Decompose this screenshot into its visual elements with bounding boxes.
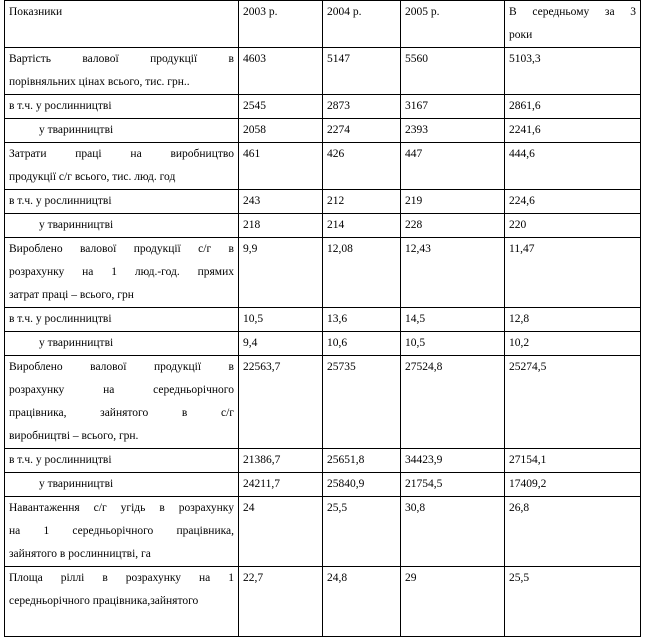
cell-average: 5103,3	[505, 48, 641, 95]
table-row	[5, 143, 641, 190]
cell-average: 25274,5	[505, 356, 641, 449]
cell-2005: 34423,9	[401, 449, 505, 473]
row-label-line: Вартість валової продукції в	[9, 53, 234, 65]
cell-2004: 25651,8	[323, 449, 401, 473]
cell-2005: 447	[401, 143, 505, 190]
table-row	[5, 473, 641, 497]
cell-average: 224,6	[505, 190, 641, 214]
row-label: у тваринництві	[5, 332, 239, 356]
cell-average: 11,47	[505, 238, 641, 308]
cell-2004: 214	[323, 214, 401, 238]
table-row	[5, 497, 641, 567]
row-label: в т.ч. у рослинництві	[5, 190, 239, 214]
cell-2005: 30,8	[401, 497, 505, 567]
row-label-line: Вироблено валової продукції с/г в	[9, 243, 234, 255]
table-row	[5, 238, 641, 308]
cell-2004: 10,6	[323, 332, 401, 356]
table-row	[5, 95, 641, 119]
cell-average: 10,2	[505, 332, 641, 356]
row-label: в т.ч. у рослинництві	[5, 95, 239, 119]
header-indicator: Показники	[5, 1, 239, 48]
cell-2005: 219	[401, 190, 505, 214]
cell-2005: 29	[401, 567, 505, 637]
cell-2005: 14,5	[401, 308, 505, 332]
cell-2003: 21386,7	[239, 449, 323, 473]
cell-2003: 243	[239, 190, 323, 214]
cell-2004: 2873	[323, 95, 401, 119]
row-label	[5, 497, 239, 567]
header-2003: 2003 р.	[239, 1, 323, 48]
cell-2004: 24,8	[323, 567, 401, 637]
cell-2003: 22,7	[239, 567, 323, 637]
cell-2004: 5147	[323, 48, 401, 95]
cell-2003: 4603	[239, 48, 323, 95]
cell-2003: 9,4	[239, 332, 323, 356]
row-label-line: виробництві – всього, грн.	[9, 430, 139, 442]
row-label-line: зайнятого в рослинництві, га	[9, 548, 151, 560]
cell-2004: 25840,9	[323, 473, 401, 497]
row-label: у тваринництві	[5, 214, 239, 238]
header-average-line2: роки	[509, 29, 533, 41]
cell-2004: 25,5	[323, 497, 401, 567]
cell-2004: 212	[323, 190, 401, 214]
row-label	[5, 143, 239, 190]
cell-2003: 9,9	[239, 238, 323, 308]
header-2004: 2004 р.	[323, 1, 401, 48]
table-row	[5, 119, 641, 143]
table-row	[5, 332, 641, 356]
header-average-line1: В середньому за 3	[509, 6, 636, 18]
header-row	[5, 1, 641, 48]
cell-2003: 22563,7	[239, 356, 323, 449]
cell-average: 17409,2	[505, 473, 641, 497]
cell-average: 2861,6	[505, 95, 641, 119]
cell-average: 220	[505, 214, 641, 238]
table-row	[5, 567, 641, 637]
cell-2003: 10,5	[239, 308, 323, 332]
cell-2004: 12,08	[323, 238, 401, 308]
cell-average: 2241,6	[505, 119, 641, 143]
row-label	[5, 567, 239, 637]
row-label-line: Затрати праці на виробництво	[9, 148, 234, 160]
table-row	[5, 308, 641, 332]
row-label-line: Навантаження с/г угідь в розрахунку	[9, 502, 234, 514]
cell-2005: 10,5	[401, 332, 505, 356]
row-label: в т.ч. у рослинництві	[5, 308, 239, 332]
cell-2005: 12,43	[401, 238, 505, 308]
cell-average: 12,8	[505, 308, 641, 332]
row-label-line: розрахунку на 1 люд.-год. прямих	[9, 266, 234, 278]
productivity-table	[4, 0, 641, 637]
cell-2004: 426	[323, 143, 401, 190]
cell-2003: 2058	[239, 119, 323, 143]
header-average	[505, 1, 641, 48]
table-row	[5, 190, 641, 214]
row-label-line: продукції с/г всього, тис. люд. год	[9, 171, 176, 183]
row-label-line: розрахунку на середньорічного	[9, 384, 234, 396]
row-label	[5, 48, 239, 95]
row-label	[5, 356, 239, 449]
cell-2005: 2393	[401, 119, 505, 143]
row-label: в т.ч. у рослинництві	[5, 449, 239, 473]
row-label-line: Площа ріллі в розрахунку на 1	[9, 572, 234, 584]
row-label-line: середньорічного працівника,зайнятого	[9, 595, 199, 607]
cell-2003: 2545	[239, 95, 323, 119]
table-row	[5, 214, 641, 238]
cell-2004: 25735	[323, 356, 401, 449]
cell-average: 25,5	[505, 567, 641, 637]
row-label-line: порівняльних цінах всього, тис. грн..	[9, 76, 190, 88]
row-label-line: Вироблено валової продукції в	[9, 361, 234, 373]
cell-average: 26,8	[505, 497, 641, 567]
table-row	[5, 449, 641, 473]
cell-2003: 24	[239, 497, 323, 567]
table-row	[5, 48, 641, 95]
row-label: у тваринництві	[5, 473, 239, 497]
cell-2003: 218	[239, 214, 323, 238]
cell-2003: 24211,7	[239, 473, 323, 497]
row-label-line: працівника, зайнятого в с/г	[9, 407, 234, 419]
row-label	[5, 238, 239, 308]
cell-2004: 13,6	[323, 308, 401, 332]
cell-2005: 228	[401, 214, 505, 238]
cell-2005: 21754,5	[401, 473, 505, 497]
cell-2005: 27524,8	[401, 356, 505, 449]
header-2005: 2005 р.	[401, 1, 505, 48]
cell-2003: 461	[239, 143, 323, 190]
row-label-line: затрат праці – всього, грн	[9, 289, 134, 301]
cell-average: 444,6	[505, 143, 641, 190]
table-row	[5, 356, 641, 449]
row-label-line: на 1 середньорічного працівника,	[9, 525, 234, 537]
cell-average: 27154,1	[505, 449, 641, 473]
cell-2005: 3167	[401, 95, 505, 119]
cell-2005: 5560	[401, 48, 505, 95]
row-label: у тваринництві	[5, 119, 239, 143]
cell-2004: 2274	[323, 119, 401, 143]
